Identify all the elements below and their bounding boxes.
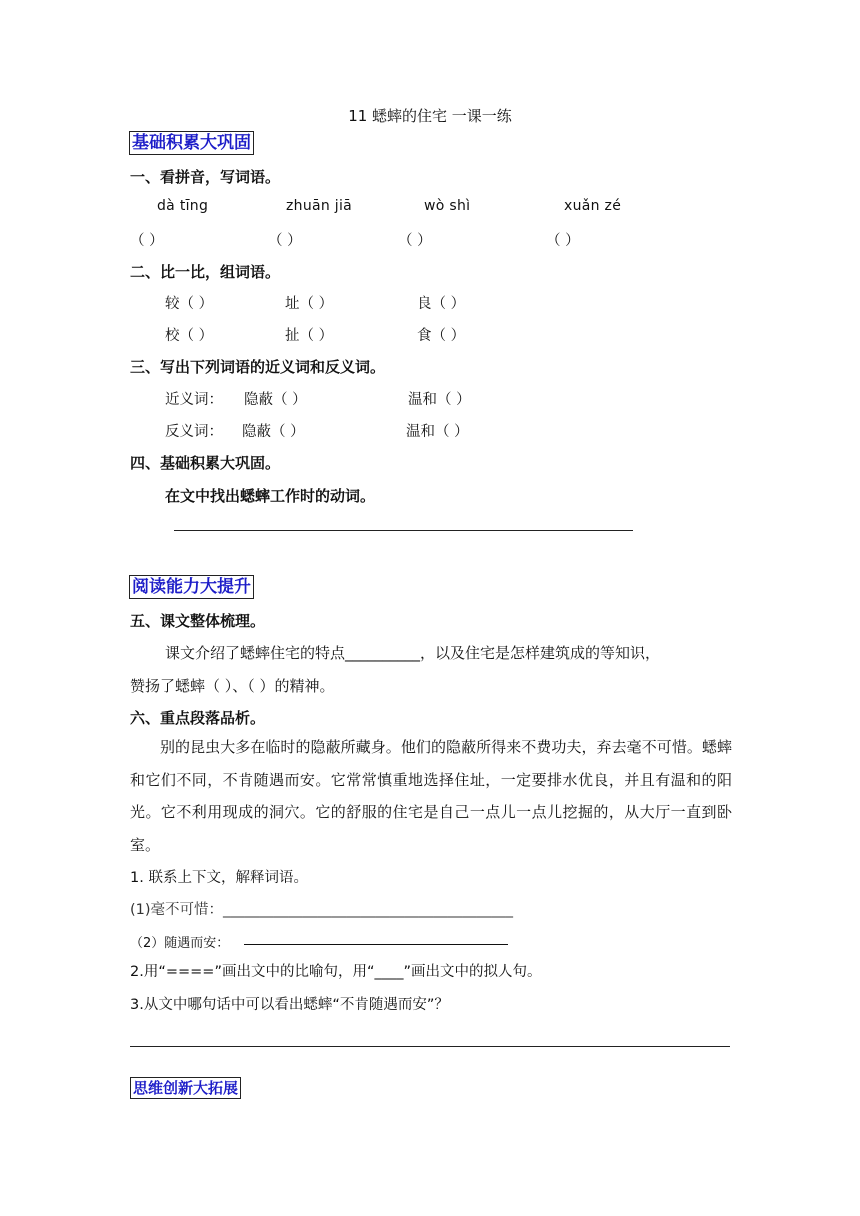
q4-prompt: 在文中找出蟋蟀工作时的动词。 bbox=[165, 487, 376, 505]
q6-sub2: 2.用“====”画出文中的比喻句，用“____”画出文中的拟人句。 bbox=[130, 964, 542, 980]
page-title: 11 蟋蟀的住宅 一课一练 bbox=[348, 107, 512, 125]
section-label-thinking: 思维创新大拓展 bbox=[130, 1077, 241, 1099]
pinyin-2: zhuān jiā bbox=[286, 198, 353, 214]
q5-heading: 五、课文整体梳理。 bbox=[130, 612, 266, 630]
answer-bracket-3[interactable]: （ ） bbox=[398, 233, 432, 249]
q6-sub1: 1. 联系上下文，解释词语。 bbox=[130, 870, 308, 886]
reading-passage: 别的昆虫大多在临时的隐蔽所藏身。他们的隐蔽所得来不费功夫，弃去毫不可惜。蟋蟀和它们不同，不肯随遇而安。它常常慎重地选择住址，一定要排水优良，并且有温和的阳光。它不利用现成的洞穴。它的舒服的住宅是自己一点儿一点儿挖掘的，从大厅一直到卧室。 bbox=[130, 738, 732, 854]
pinyin-4: xuǎn zé bbox=[564, 198, 622, 214]
compare-item[interactable]: 址（ ） bbox=[285, 296, 334, 312]
synonym-item[interactable]: 温和（ ） bbox=[408, 392, 471, 408]
answer-line[interactable] bbox=[130, 1046, 730, 1047]
compare-item[interactable]: 校（ ） bbox=[165, 328, 214, 344]
answer-line[interactable] bbox=[244, 944, 508, 945]
answer-line[interactable] bbox=[174, 530, 633, 531]
compare-item[interactable]: 食（ ） bbox=[417, 328, 466, 344]
answer-bracket-1[interactable]: （ ） bbox=[130, 233, 164, 249]
section-label-reading: 阅读能力大提升 bbox=[129, 575, 254, 599]
q6-heading: 六、重点段落品析。 bbox=[130, 709, 266, 727]
q1-heading: 一、看拼音，写词语。 bbox=[130, 168, 281, 186]
q6-sub3: 3.从文中哪句话中可以看出蟋蟀“不肯随遇而安”？ bbox=[130, 997, 449, 1013]
q6-sub1a[interactable]: (1)毫不可惜：________________________________________ bbox=[130, 902, 514, 918]
answer-bracket-2[interactable]: （ ） bbox=[268, 233, 302, 249]
synonym-item[interactable]: 隐蔽（ ） bbox=[244, 392, 307, 408]
pinyin-1: dà tīng bbox=[157, 198, 209, 214]
antonym-item[interactable]: 温和（ ） bbox=[406, 424, 469, 440]
q3-heading: 三、写出下列词语的近义词和反义词。 bbox=[130, 358, 386, 376]
section-label-basic: 基础积累大巩固 bbox=[129, 131, 254, 155]
q5-line1: 课文介绍了蟋蟀住宅的特点__________，以及住宅是怎样建筑成的等知识， bbox=[165, 644, 661, 662]
answer-bracket-4[interactable]: （ ） bbox=[546, 233, 580, 249]
synonym-label: 近义词： bbox=[165, 392, 223, 408]
compare-item[interactable]: 扯（ ） bbox=[285, 328, 334, 344]
q5-line2: 赞扬了蟋蟀（ ）、（ ）的精神。 bbox=[130, 677, 335, 695]
compare-item[interactable]: 较（ ） bbox=[165, 296, 214, 312]
antonym-label: 反义词： bbox=[165, 424, 223, 440]
q6-sub1b-label: （2）随遇而安： bbox=[130, 936, 230, 951]
q4-heading: 四、基础积累大巩固。 bbox=[130, 454, 281, 472]
q2-heading: 二、比一比，组词语。 bbox=[130, 263, 281, 281]
pinyin-3: wò shì bbox=[424, 198, 471, 214]
compare-item[interactable]: 良（ ） bbox=[417, 296, 466, 312]
antonym-item[interactable]: 隐蔽（ ） bbox=[242, 424, 305, 440]
